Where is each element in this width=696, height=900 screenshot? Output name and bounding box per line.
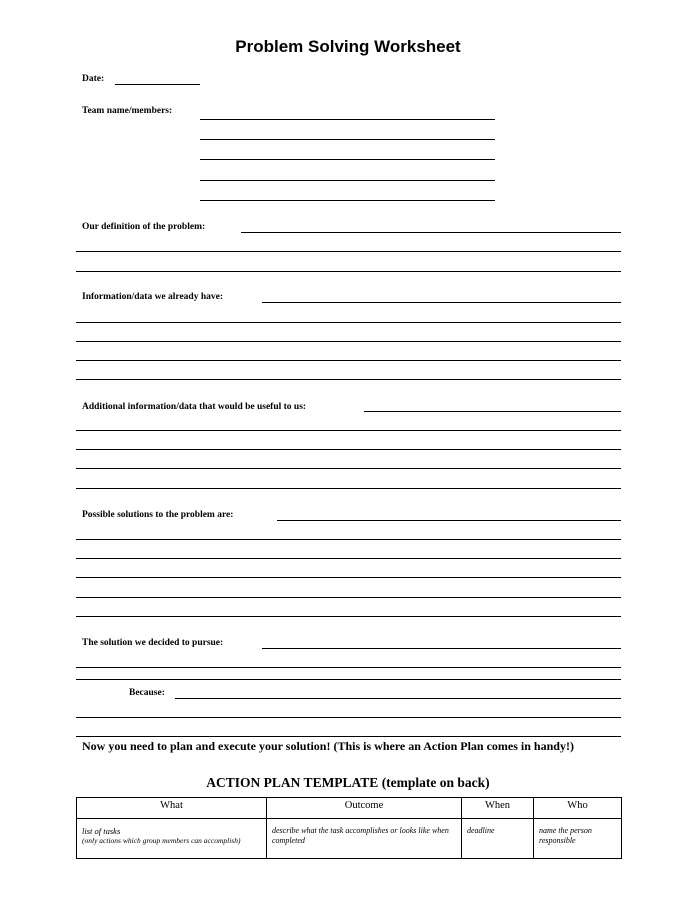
because-field-3[interactable]: [76, 736, 621, 737]
pursue-field-3[interactable]: [76, 679, 621, 680]
date-field[interactable]: [115, 84, 200, 85]
header-what: What: [77, 798, 267, 819]
cell-who[interactable]: name the person responsible: [534, 819, 622, 859]
solutions-field-1[interactable]: [277, 520, 621, 521]
solutions-field-4[interactable]: [76, 577, 621, 578]
header-who: Who: [534, 798, 622, 819]
header-outcome: Outcome: [267, 798, 462, 819]
pursue-field-1[interactable]: [262, 648, 621, 649]
team-field-1[interactable]: [200, 119, 495, 120]
info-field-2[interactable]: [76, 322, 621, 323]
solutions-field-2[interactable]: [76, 539, 621, 540]
what-note: (only actions which group members can accomplish): [82, 836, 241, 845]
solutions-field-5[interactable]: [76, 597, 621, 598]
info-field-3[interactable]: [76, 341, 621, 342]
additional-field-2[interactable]: [76, 430, 621, 431]
definition-field-1[interactable]: [241, 232, 621, 233]
what-main: list of tasks: [82, 826, 121, 836]
page-title: Problem Solving Worksheet: [235, 37, 461, 56]
pursue-field-2[interactable]: [76, 667, 621, 668]
solutions-field-3[interactable]: [76, 558, 621, 559]
table-header-row: [77, 798, 622, 819]
pursue-label: The solution we decided to pursue:: [82, 638, 224, 648]
additional-label: Additional information/data that would be useful to us:: [82, 402, 307, 412]
definition-field-3[interactable]: [76, 271, 621, 272]
because-label: Because:: [129, 688, 165, 698]
solutions-field-6[interactable]: [76, 616, 621, 617]
date-label: Date:: [82, 74, 105, 84]
team-field-5[interactable]: [200, 200, 495, 201]
team-field-3[interactable]: [200, 159, 495, 160]
info-field-5[interactable]: [76, 379, 621, 380]
plan-intro: Now you need to plan and execute your solution! (This is where an Action Plan comes in handy!): [82, 739, 574, 753]
because-field-2[interactable]: [76, 717, 621, 718]
additional-field-1[interactable]: [364, 411, 621, 412]
team-field-2[interactable]: [200, 139, 495, 140]
action-plan-title: ACTION PLAN TEMPLATE (template on back): [206, 775, 490, 790]
definition-field-2[interactable]: [76, 251, 621, 252]
solutions-label: Possible solutions to the problem are:: [82, 510, 234, 520]
info-label: Information/data we already have:: [82, 292, 223, 302]
additional-field-4[interactable]: [76, 468, 621, 469]
info-field-4[interactable]: [76, 360, 621, 361]
additional-field-3[interactable]: [76, 449, 621, 450]
team-label: Team name/members:: [82, 106, 173, 116]
header-when: When: [462, 798, 534, 819]
because-field-1[interactable]: [175, 698, 621, 699]
action-plan-table: [76, 797, 622, 859]
cell-outcome[interactable]: describe what the task accomplishes or looks like when completed: [267, 819, 462, 859]
cell-what[interactable]: [77, 819, 267, 859]
team-field-4[interactable]: [200, 180, 495, 181]
additional-field-5[interactable]: [76, 488, 621, 489]
cell-when[interactable]: deadline: [462, 819, 534, 859]
info-field-1[interactable]: [262, 302, 621, 303]
table-row: [77, 819, 622, 859]
definition-label: Our definition of the problem:: [82, 222, 206, 232]
